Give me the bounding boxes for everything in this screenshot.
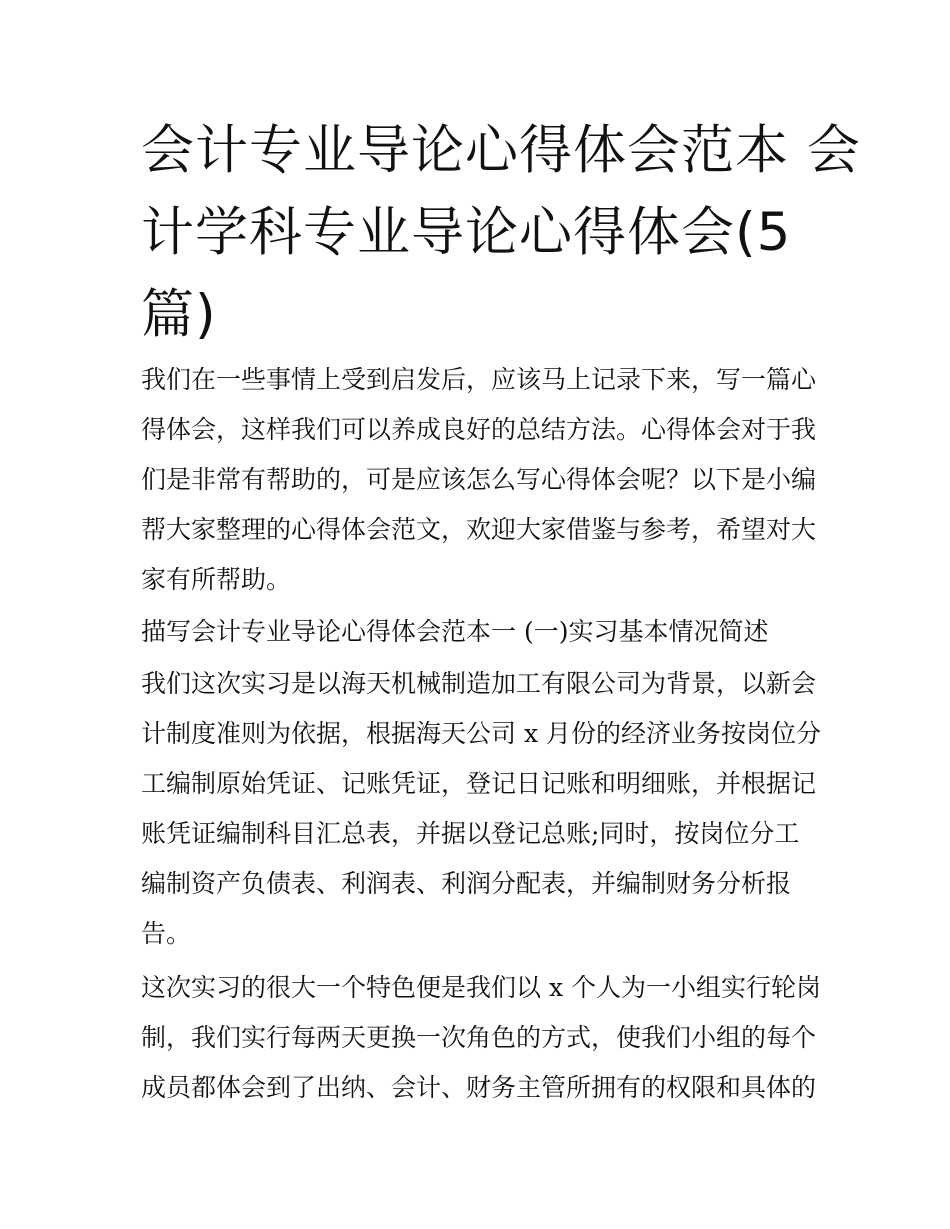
text-line: 这次实习的很大一个特色便是我们以 x 个人为一小组实行轮岗 [141, 973, 821, 1002]
text-line: 制，我们实行每两天更换一次角色的方式，使我们小组的每个 [141, 1023, 817, 1052]
text-line: 我们这次实习是以海天机械制造加工有限公司为背景，以新会 [141, 669, 817, 698]
section-heading-text: 描写会计专业导论心得体会范本一 (一)实习基本情况简述 [141, 617, 769, 646]
document-title [141, 110, 861, 356]
intro-paragraph [141, 355, 831, 605]
text-line: 帮大家整理的心得体会范文，欢迎大家借鉴与参考，希望对大 [141, 515, 817, 544]
text-line: 工编制原始凭证、记账凭证，登记日记账和明细账，并根据记 [141, 769, 817, 798]
text-line: 告。 [141, 919, 192, 948]
text-line: 账凭证编制科目汇总表，并据以登记总账;同时，按岗位分工 [141, 819, 800, 848]
text-line: 我们在一些事情上受到启发后，应该马上记录下来，写一篇心 [141, 365, 817, 394]
title-line: 计学科专业导论心得体会(5 [141, 202, 792, 263]
body-paragraph-1 [141, 659, 831, 959]
text-line: 计制度准则为依据，根据海天公司 x 月份的经济业务按岗位分 [141, 719, 821, 748]
section-heading [141, 607, 831, 657]
title-line: 篇) [141, 284, 217, 345]
text-line: 得体会，这样我们可以养成良好的总结方法。心得体会对于我 [141, 415, 817, 444]
text-line: 成员都体会到了出纳、会计、财务主管所拥有的权限和具体的 [141, 1073, 817, 1102]
title-line: 会计专业导论心得体会范本 会 [141, 120, 861, 181]
body-paragraph-2 [141, 963, 831, 1113]
text-line: 编制资产负债表、利润表、利润分配表，并编制财务分析报 [141, 869, 792, 898]
text-line: 家有所帮助。 [141, 565, 292, 594]
text-line: 们是非常有帮助的，可是应该怎么写心得体会呢？以下是小编 [141, 465, 817, 494]
